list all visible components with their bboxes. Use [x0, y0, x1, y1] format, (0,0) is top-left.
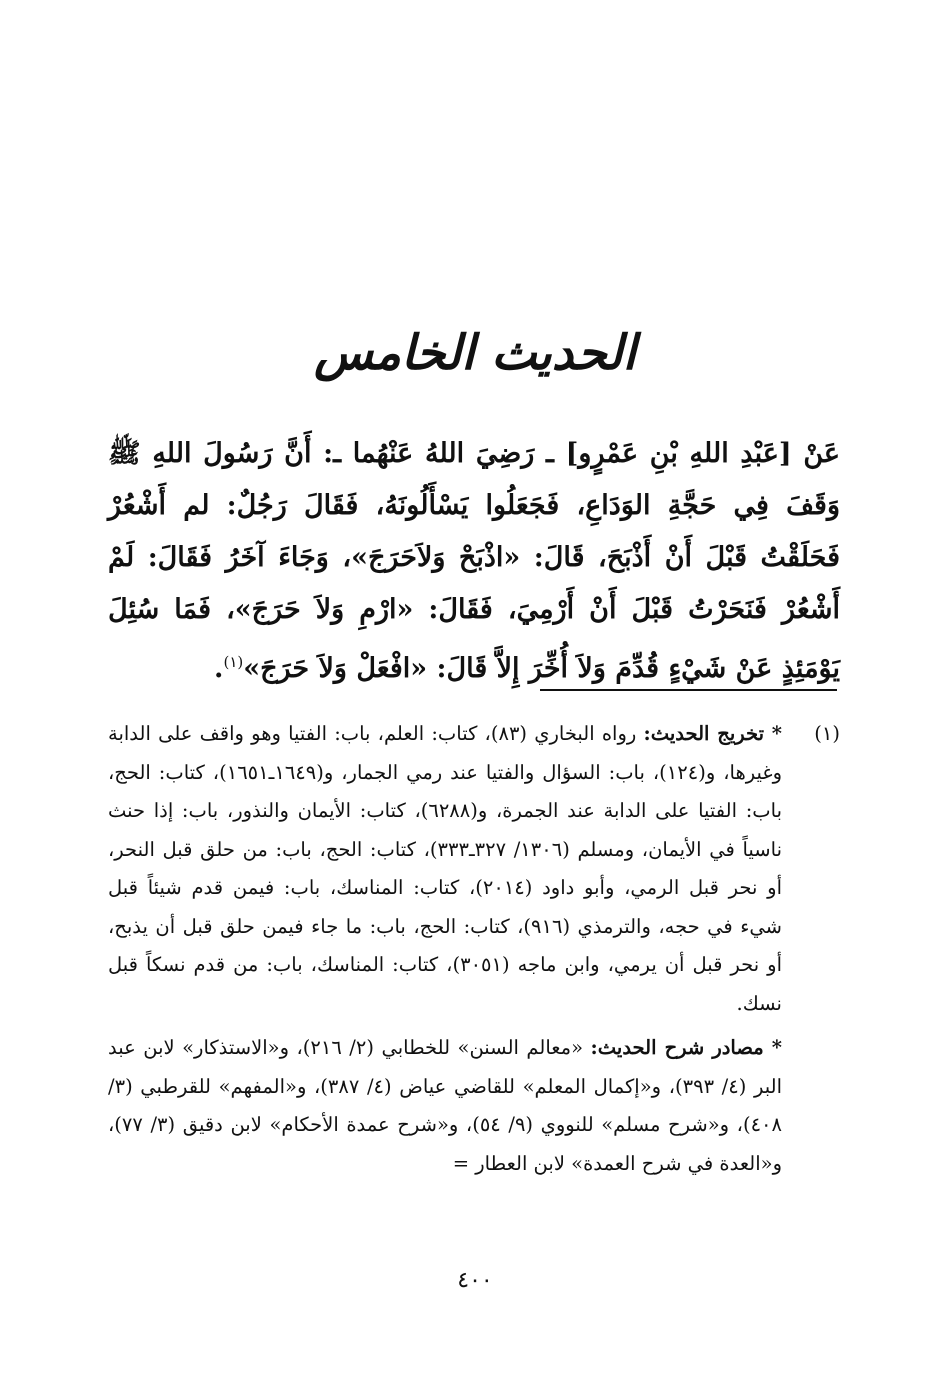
- footnote-sources: [108, 1029, 840, 1183]
- takhrij-label: * تخريج الحديث:: [643, 722, 782, 745]
- sources-label: * مصادر شرح الحديث:: [590, 1036, 782, 1059]
- footnote-number: (١): [814, 722, 840, 745]
- takhrij-text: رواه البخاري (٨٣)، كتاب: العلم، باب: الفتيا وهو واقف على الدابة وغيرها، و(١٢٤)، باب: السؤال والفتيا عند رمي الجمار، و(١٦٤٩ـ١٦٥١)، كتاب: الحج، باب: الفتيا على الدابة عند الجمرة، و(٦٢٨٨)، كتاب: الأيمان والنذور، باب: إذا حنث ناسياً في الأيمان، ومسلم (١٣٠٦/ ٣٢٧ـ٣٣٣)، كتاب: الحج، باب: من حلق قبل النحر، أو نحر قبل الرمي، وأبو داود (٢٠١٤)، كتاب: المناسك، باب: فيمن قدم شيئاً قبل شيء في حجه، والترمذي (٩١٦)، كتاب: الحج، باب: ما جاء فيمن حلق قبل أن يذبح، أو نحر قبل أن يرمي، وابن ماجه (٣٠٥١)، كتاب: المناسك، باب: من قدم نسكاً قبل نسك.: [108, 722, 783, 1015]
- hadith-text-block: [108, 428, 840, 695]
- hadith-text: عَنْ [عَبْدِ اللهِ بْنِ عَمْرٍو] ـ رَضِيَ اللهُ عَنْهُما ـ: أَنَّ رَسُولَ اللهِ ﷺ وَقَفَ فِي حَجَّةِ الوَدَاعِ، فَجَعَلُوا يَسْأَلُونَهُ، فَقَالَ رَجُلٌ: لم أَشْعُرْ فَحَلَقْتُ قَبْلَ أَنْ أَذْبَحَ، قَالَ: «اذْبَحْ وَلاَحَرَجَ»، وَجَاءَ آخَرُ فَقَالَ: لَمْ أَشْعُرْ فَنَحَرْتُ قَبْلَ أَنْ أَرْمِيَ، فَقَالَ: «ارْمِ وَلاَ حَرَجَ»، فَمَا سُئِلَ يَوْمَئِذٍ عَنْ شَيْءٍ قُدِّمَ وَلاَ أُخِّرَ إِلاَّ قَالَ: «افْعَلْ وَلاَ حَرَجَ»: [108, 438, 840, 684]
- hadith-end-mark: .: [214, 653, 224, 684]
- footnote-takhrij: [108, 715, 840, 1023]
- footnote-reference: (١): [223, 653, 244, 671]
- footnotes-section: [108, 715, 840, 1183]
- footnote-separator-line: [540, 689, 837, 691]
- page-number: ٤٠٠: [457, 1268, 493, 1293]
- sources-text: «معالم السنن» للخطابي (٢/ ٢١٦)، و«الاستذكار» لابن عبد البر (٤/ ٣٩٣)، و«إكمال المعلم» للقاضي عياض (٤/ ٣٨٧)، و«المفهم» للقرطبي (٣/ ٤٠٨)، و«شرح مسلم» للنووي (٩/ ٥٤)، و«شرح عمدة الأحكام» لابن دقيق (٣/ ٧٧)، و«العدة في شرح العمدة» لابن العطار =: [108, 1036, 782, 1175]
- chapter-title: الحديث الخامس: [314, 325, 636, 381]
